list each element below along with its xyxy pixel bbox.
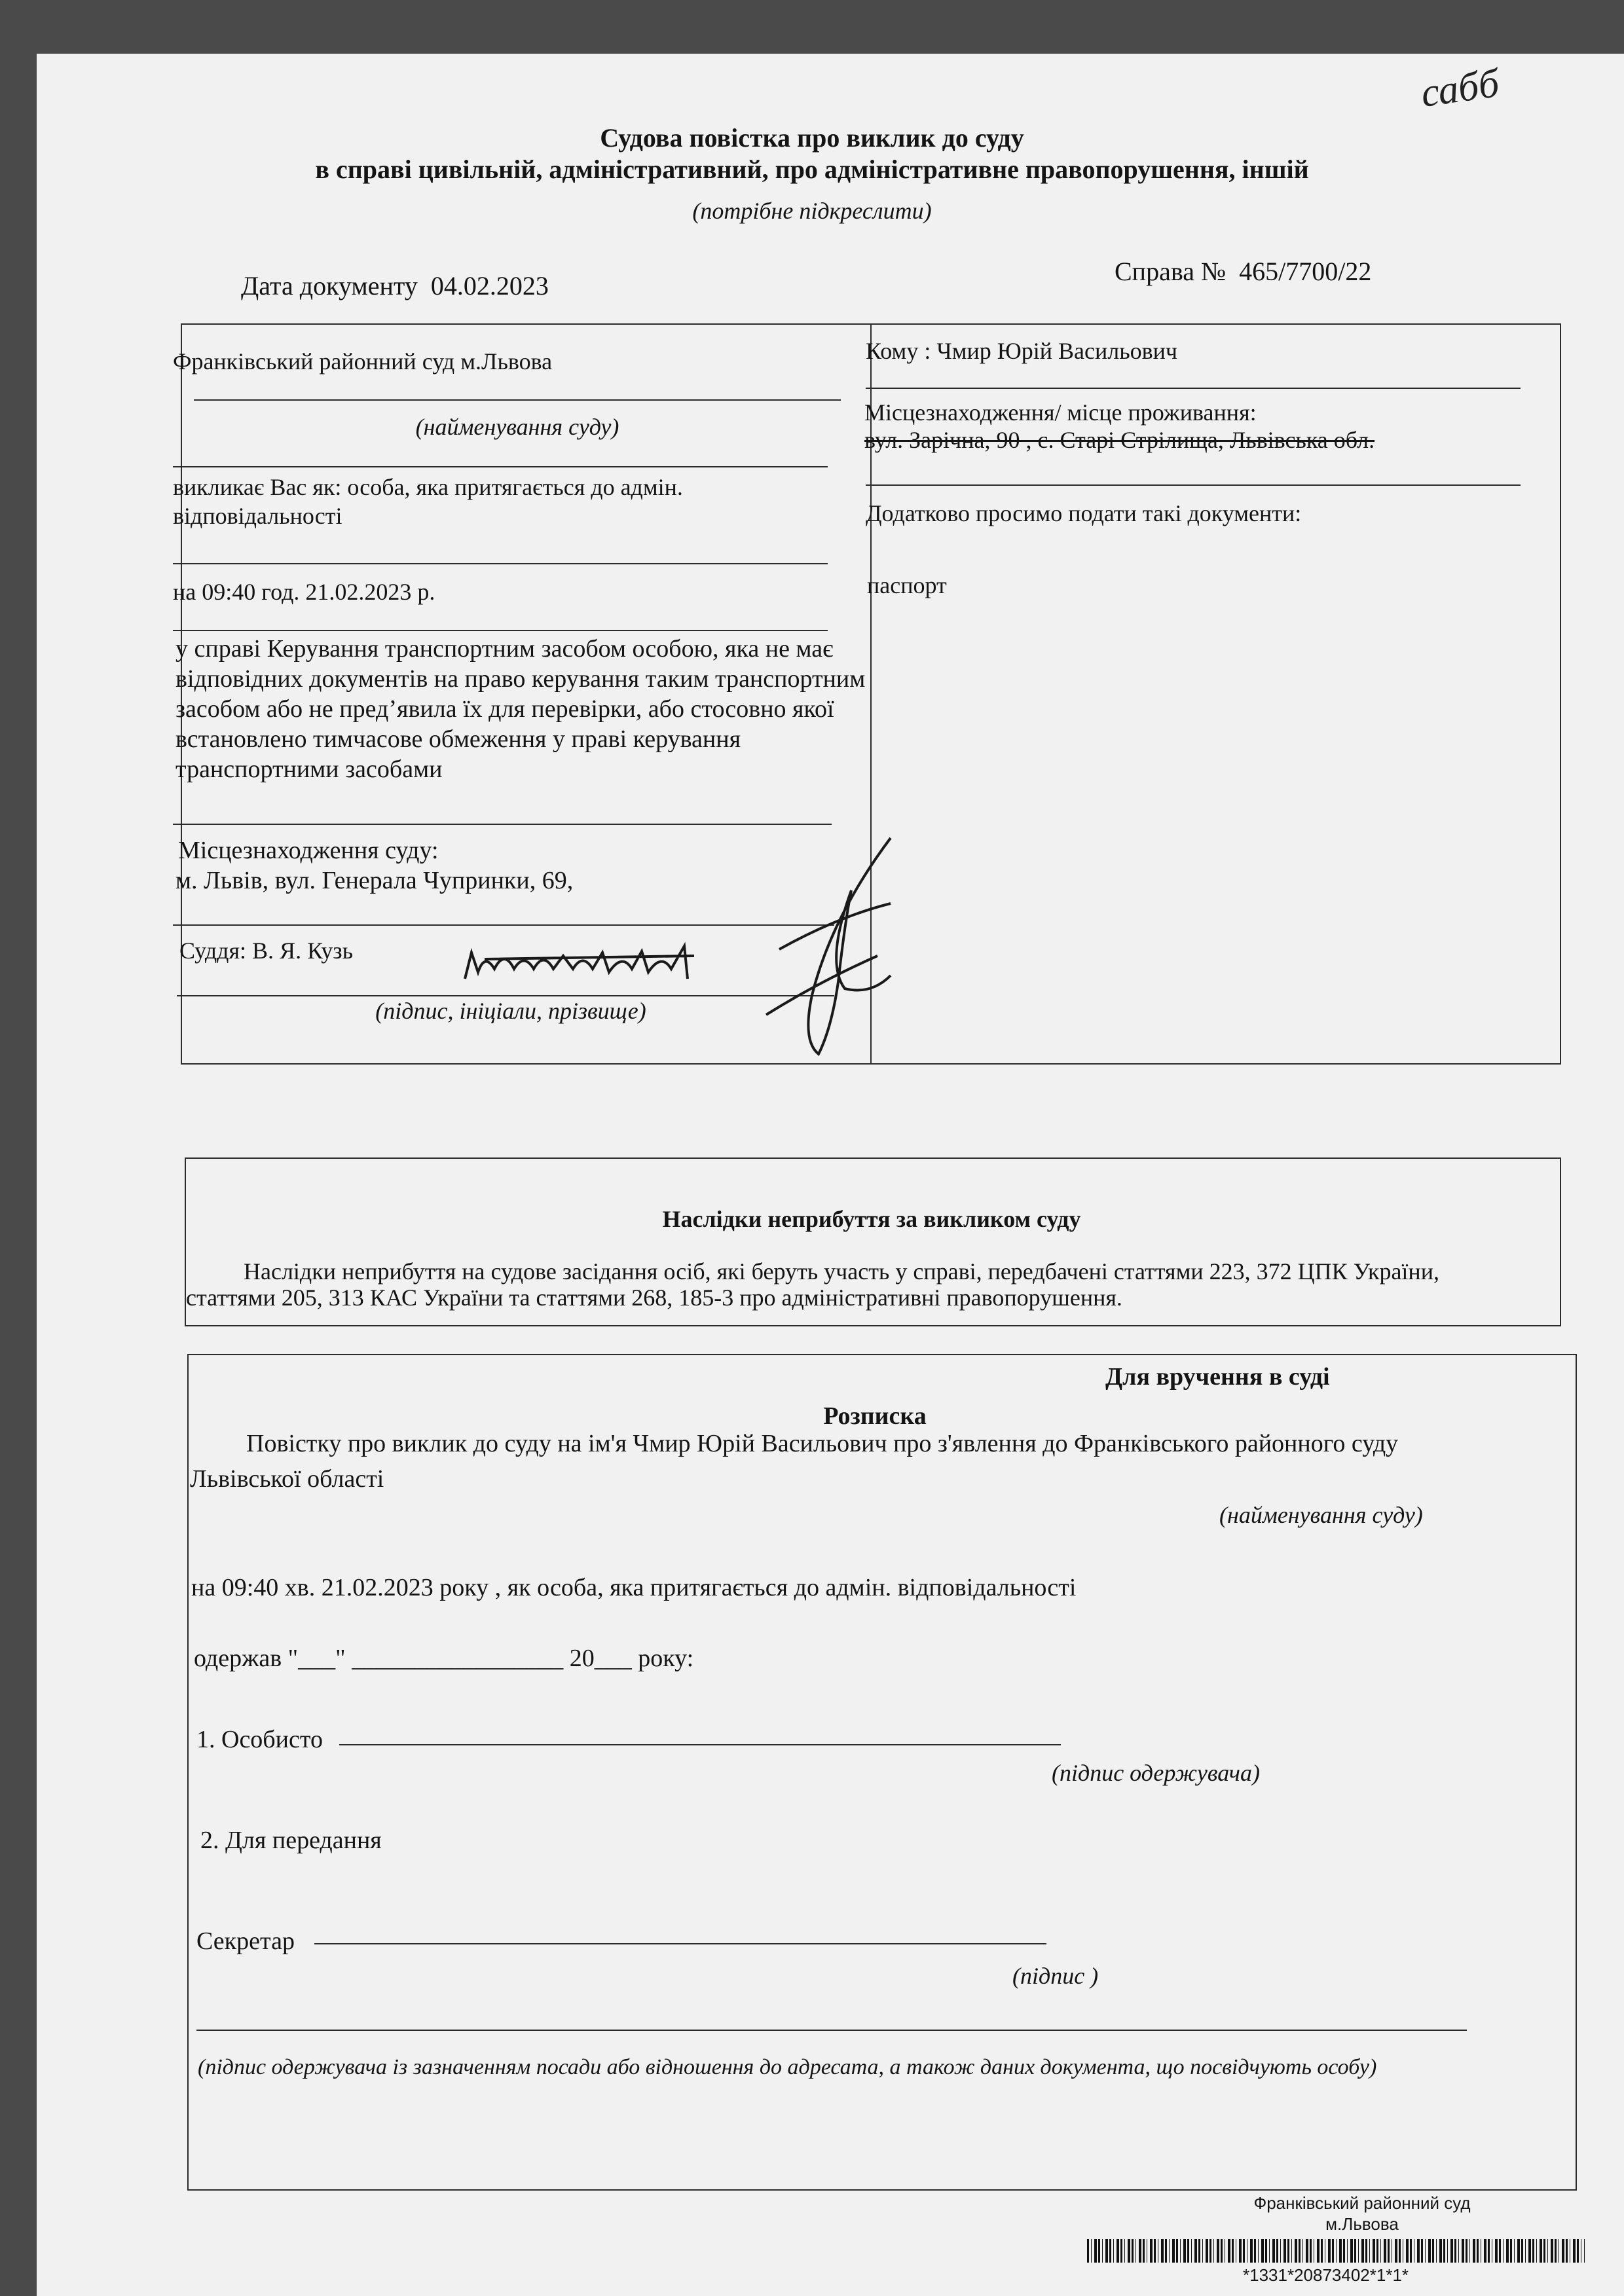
footer-court-line2: м.Львова (1325, 2214, 1399, 2234)
document-title: Судова повістка про виклик до суду (600, 123, 1024, 153)
hearing-time: на 09:40 год. 21.02.2023 р. (173, 579, 435, 605)
court-name: Франківський районний суд м.Львова (173, 348, 553, 374)
case-description: у справі Керування транспортним засобом особою, яка не має відповідних документів на право керування таким транспортним засобом або не пред’явила їх для перевірки, або стосовно якої встановлено тимчасове обмеження у праві керування транспортними засобами (175, 635, 866, 783)
received-date-line: одержав "___" _________________ 20___ року: (194, 1645, 694, 1672)
recipient-address-line (866, 484, 1521, 486)
receipt-title: Розписка (823, 1402, 927, 1430)
receipt-text-line1: Повістку про виклик до суду на ім'я Чмир Юрій Васильович про з'явлення до Франківського районного суду (246, 1430, 1399, 1457)
receipt-time-line: на 09:40 хв. 21.02.2023 року , як особа, яка притягається до адмін. відповідальності (191, 1574, 1077, 1601)
recipient-full-signature-line (196, 2030, 1467, 2031)
corner-handwritten-mark: сабб (1418, 61, 1502, 116)
court-location-label: Місцезнаходження суду: (178, 837, 439, 864)
extra-documents-label: Додатково просимо подати такі документи: (866, 500, 1302, 526)
document-date (241, 271, 549, 301)
summons-role: викликає Вас як: особа, яка притягається до адмін. відповідальності (173, 474, 683, 529)
summons-role-line (173, 563, 828, 564)
personally-caption: (підпис одержувача) (1052, 1760, 1260, 1786)
receipt-court-caption: (найменування суду) (1219, 1502, 1423, 1528)
barcode-text: *1331*20873402*1*1* (1243, 2265, 1409, 2285)
court-name-line (194, 399, 841, 401)
recipient-name: Кому : Чмир Юрій Васильович (866, 338, 1178, 364)
consequences-title: Наслідки неприбуття за викликом суду (662, 1206, 1081, 1232)
court-caption-line (173, 466, 828, 467)
barcode (1087, 2239, 1585, 2263)
underline-note: (потрібне підкреслити) (692, 198, 932, 224)
court-name-caption: (найменування суду) (415, 414, 619, 440)
receipt-text-line2: Львівської області (190, 1465, 384, 1493)
consequences-text-line2: статтями 205, 313 КАС України та статтями 268, 185-3 про адміністративні правопорушення. (186, 1285, 1122, 1311)
judge-signature-scribble (458, 933, 720, 992)
recipient-address-label: Місцезнаходження/ місце проживання: (864, 399, 1257, 426)
judge-signature-caption: (підпис, ініціали, прізвище) (375, 998, 646, 1024)
court-location-value: м. Львів, вул. Генерала Чупринки, 69, (175, 867, 574, 894)
judge-name: Суддя: В. Я. Кузь (179, 938, 354, 964)
recipient-full-caption: (підпис одержувача із зазначенням посади або відношення до адресата, а також даних документа, що посвідчують особу) (198, 2055, 1377, 2079)
consequences-text-line1: Наслідки неприбуття на судове засідання осіб, які беруть участь у справі, передбачені статтями 223, 372 ЦПК України, (244, 1258, 1439, 1285)
secretary-signature-line (314, 1943, 1046, 1944)
secretary-label: Секретар (196, 1927, 295, 1955)
footer-court-line1: Франківський районний суд (1253, 2193, 1471, 2213)
secretary-caption: (підпис ) (1012, 1963, 1099, 1989)
personally-label: 1. Особисто (196, 1726, 323, 1753)
document-subtitle: в справі цивільній, адміністративний, про адміністративне правопорушення, іншій (315, 155, 1309, 184)
court-location-line (173, 924, 834, 926)
case-number (1115, 257, 1371, 287)
for-transfer-label: 2. Для передання (200, 1827, 382, 1854)
case-number-label: Справа № (1115, 257, 1227, 286)
case-number-value: 465/7700/22 (1239, 257, 1372, 286)
hearing-time-line (173, 630, 828, 631)
case-description-line (173, 824, 832, 825)
document-date-label: Дата документу (241, 271, 418, 301)
recipient-name-line (866, 388, 1521, 389)
recipient-address-text: вул. Зарічна, 90 , с. Старі Стрілища, Львівська обл. (864, 427, 1375, 453)
extra-documents-value: паспорт (867, 572, 947, 598)
judge-signature (740, 831, 897, 1067)
document-date-value: 04.02.2023 (430, 271, 549, 301)
for-court-delivery: Для вручення в суді (1105, 1363, 1330, 1391)
recipient-address-value (864, 426, 1375, 454)
personally-signature-line (339, 1744, 1061, 1745)
